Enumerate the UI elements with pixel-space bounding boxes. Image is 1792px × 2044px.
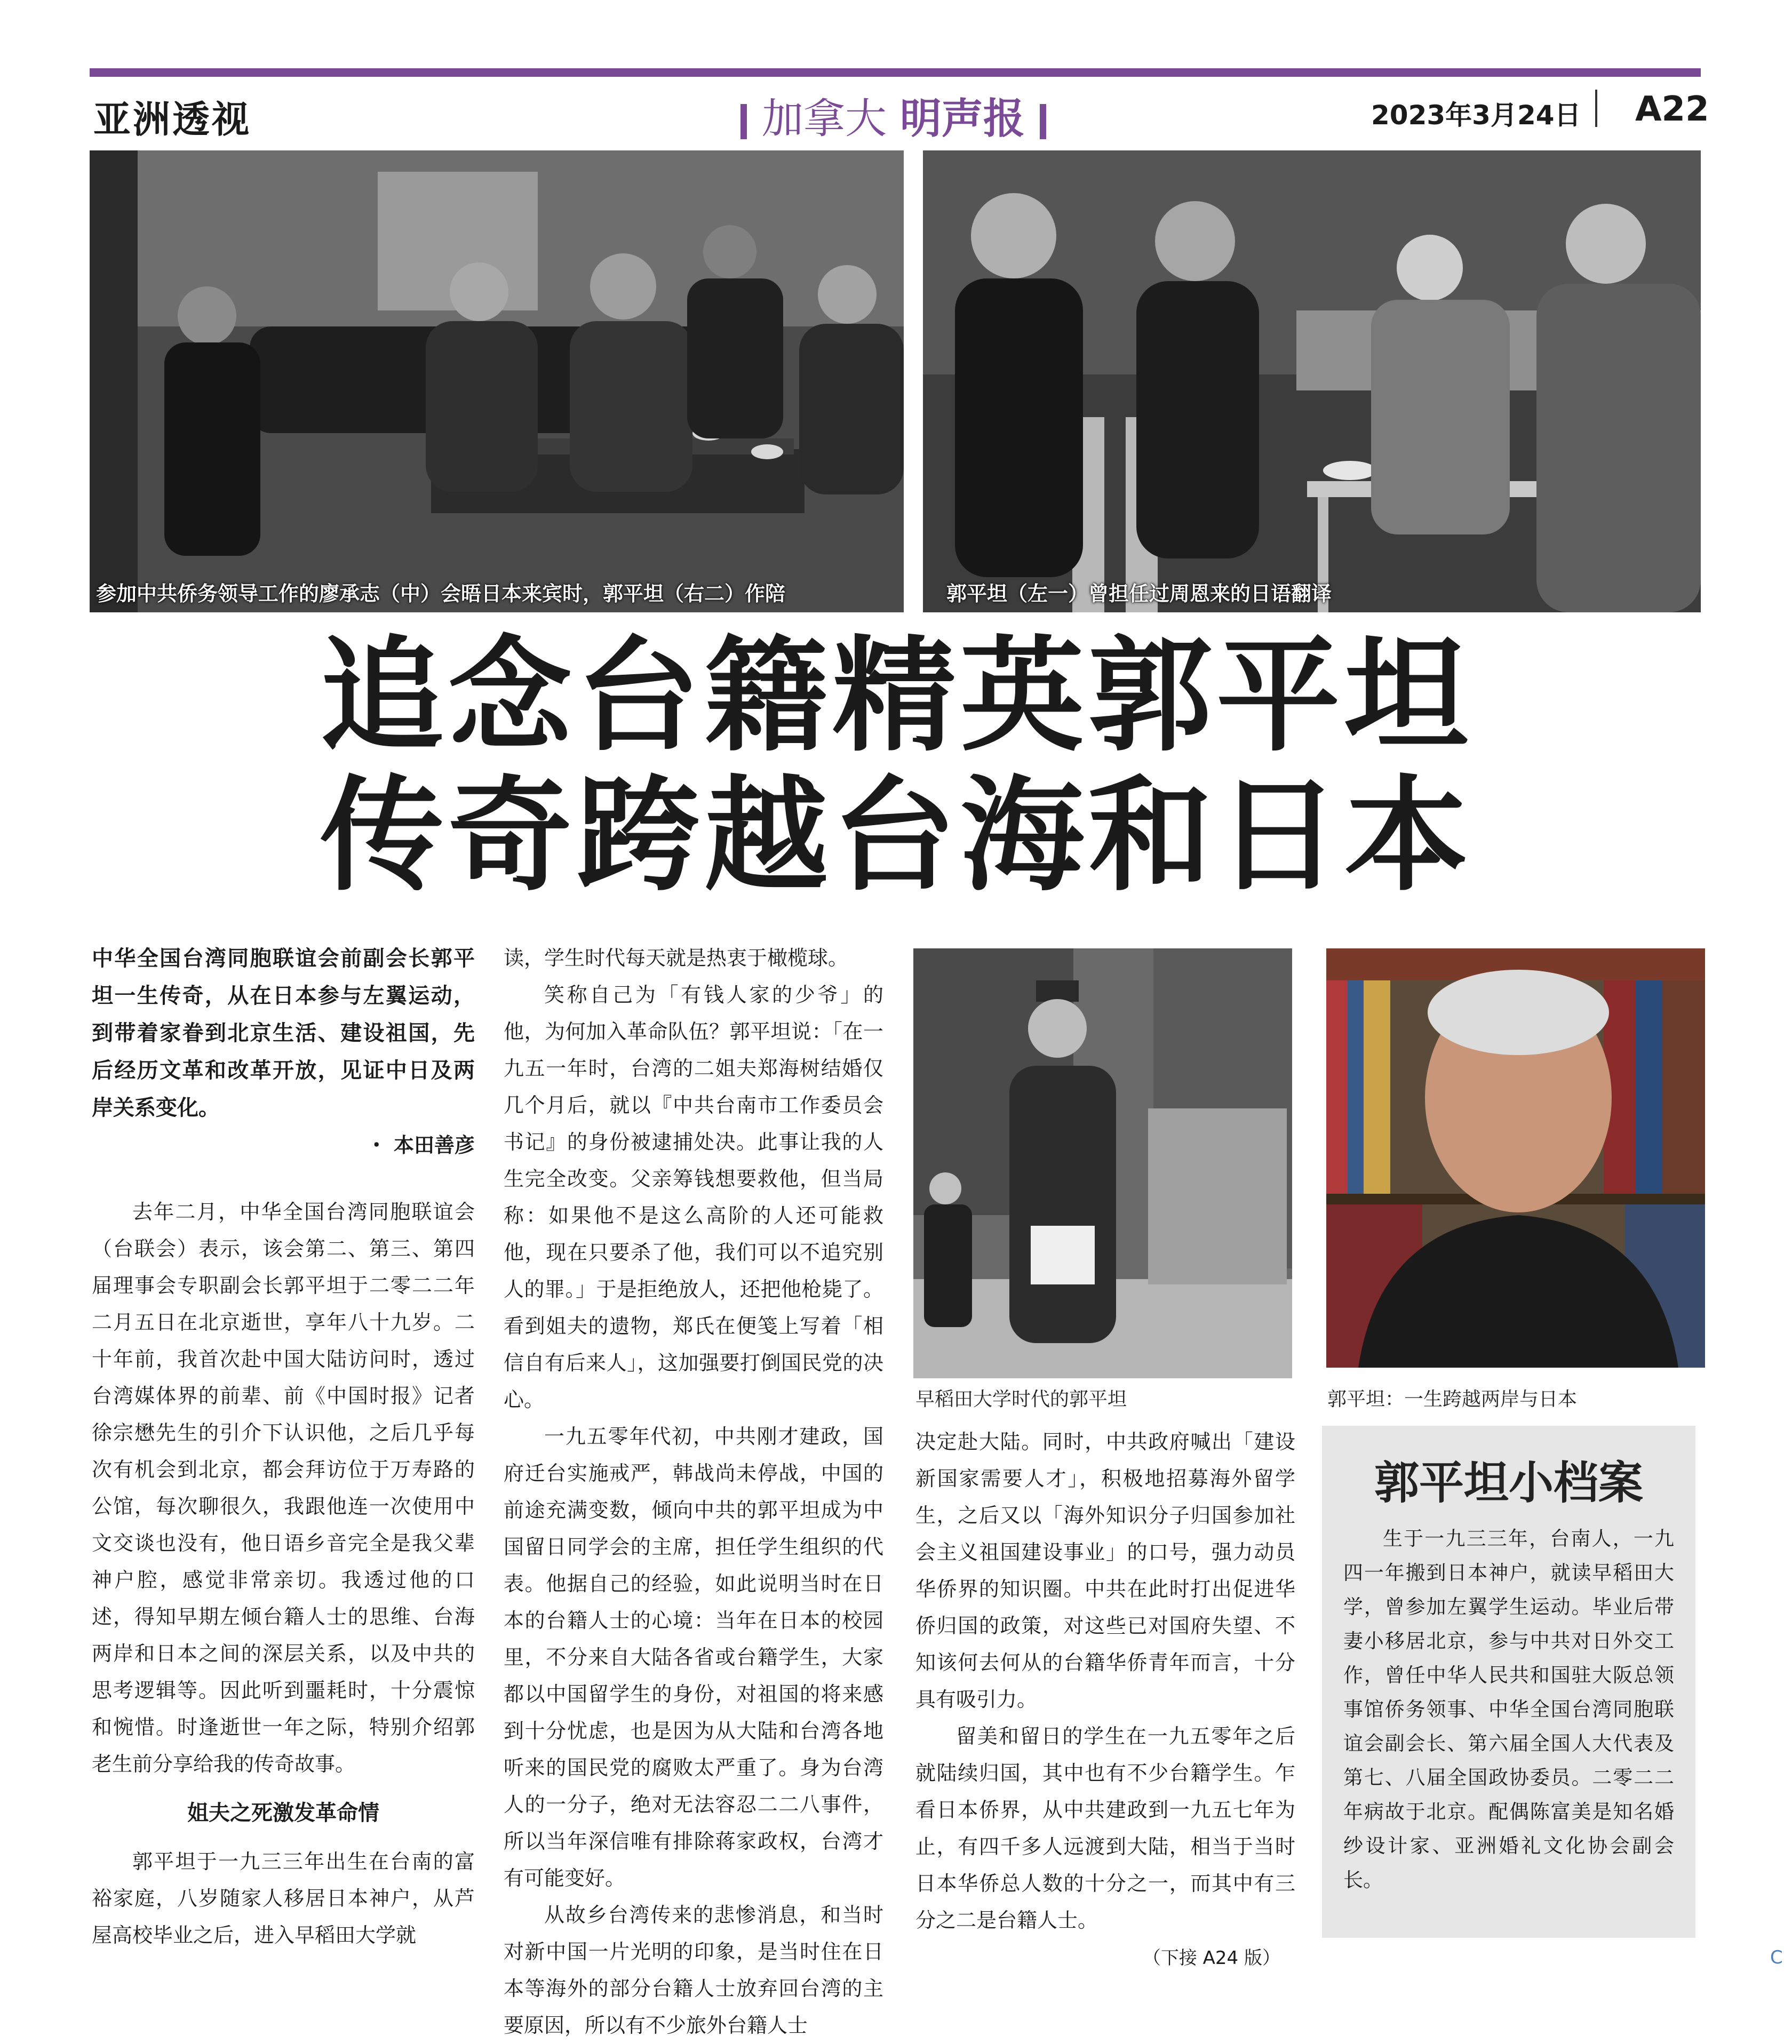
- photo-meeting: [90, 150, 904, 612]
- photo-translator-caption: 郭平坦（左一）曾担任过周恩来的日语翻译: [946, 582, 1332, 605]
- profile-box: [1322, 1426, 1695, 1938]
- article-paragraph: 郭平坦于一九三三年出生在台南的富裕家庭，八岁随家人移居日本神户，从芦屋高校毕业之后，进入早稻田大学就: [92, 1850, 475, 1947]
- article-lead: 中华全国台湾同胞联谊会前副会长郭平坦一生传奇，从在日本参与左翼运动，到带着家眷到北京生活、建设祖国，先后经历文革和改革开放，见证中日及两岸关系变化。: [92, 946, 475, 1120]
- article-paragraph: 笑称自己为「有钱人家的少爷」的他，为何加入革命队伍？郭平坦说：「在一九五一年时，台湾的二姐夫郑海树结婚仅几个月后，就以『中共台南市工作委员会书记』的身份被逮捕处决。此事让我的人生完全改变。父亲筹钱想要救他，但当局称：如果他不是这么高阶的人还可能救他，现在只要杀了他，我们可以不追究别人的罪。」于是拒绝放人，还把他枪毙了。看到姐夫的遗物，郑氏在便笺上写着「相信自有后来人」，这加强要打倒国民党的决心。: [504, 983, 883, 1411]
- profile-box-body: 生于一九三三年，台南人，一九四一年搬到日本神户，就读早稻田大学，曾参加左翼学生运动。毕业后带妻小移居北京，参与中共对日外交工作，曾任中华人民共和国驻大阪总领事馆侨务领事、中华全国台湾同胞联谊会副会长、第六届全国人大代表及第七、八届全国政协委员。二零二二年病故于北京。配偶陈富美是知名婚纱设计家、亚洲婚礼文化协会副会长。: [1343, 1527, 1674, 1891]
- masthead: [726, 85, 1078, 143]
- headline-line-2: 传奇跨越台海和日本: [320, 762, 1472, 908]
- photo-waseda-caption: 早稻田大学时代的郭平坦: [915, 1388, 1127, 1410]
- masthead-bar-left: [740, 104, 747, 139]
- article-paragraph: 一九五零年代初，中共刚才建政，国府迁台实施戒严，韩战尚未停战，中国的前途充满变数，倾向中共的郭平坦成为中国留日同学会的主席，担任学生组织的代表。他据自己的经验，如此说明当时在日本的台籍人士的心境：当年在日本的校园里，不分来自大陆各省或台籍学生，大家都以中国留学生的身份，对祖国的将来感到十分忧虑，也是因为从大陆和台湾各地听来的国民党的腐败太严重了。身为台湾人的一分子，绝对无法容忍二二八事件，所以当年深信唯有排除蒋家政权，台湾才有可能变好。: [504, 1425, 883, 1890]
- header-rule: [90, 68, 1701, 77]
- headline-line-1: 追念台籍精英郭平坦: [320, 622, 1472, 768]
- article-paragraph-continued: 决定赴大陆。同时，中共政府喊出「建设新国家需要人才」，积极地招募海外留学生，之后又以「海外知识分子归国参加社会主义祖国建设事业」的口号，强力动员华侨界的知识圈。中共在此时打出促进华侨归国的政策，对这些已对国府失望、不知该何去何从的台籍华侨青年而言，十分具有吸引力。: [915, 1430, 1295, 1711]
- article-paragraph: 留美和留日的学生在一九五零年之后就陆续归国，其中也有不少台籍学生。乍看日本侨界，从中共建政到一九五七年为止，有四千多人远渡到大陆，相当于当时日本华侨总人数的十分之一，而其中有三分之二是台籍人士。: [915, 1724, 1295, 1932]
- profile-box-title: 郭平坦小档案: [1374, 1456, 1643, 1509]
- corner-mark: C: [1770, 1947, 1783, 1968]
- article-column-2: [504, 940, 883, 2044]
- masthead-bar-right: [1040, 104, 1046, 139]
- article-paragraph: 去年二月，中华全国台湾同胞联谊会（台联会）表示，该会第二、第三、第四届理事会专职副会长郭平坦于二零二二年二月五日在北京逝世，享年八十九岁。二十年前，我首次赴中国大陆访问时，透过台湾媒体界的前辈、前《中国时报》记者徐宗懋先生的引介下认识他，之后几乎每次有机会到北京，都会拜访位于万寿路的公馆，每次聊很久，我跟他连一次使用中文交谈也没有，他日语乡音完全是我父辈神户腔，感觉非常亲切。我透过他的口述，得知早期左倾台籍人士的思维、台海两岸和日本之间的深层关系，以及中共的思考逻辑等。因此听到噩耗时，十分震惊和惋惜。时逢逝世一年之际，特别介绍郭老生前分享给我的传奇故事。: [92, 1200, 475, 1776]
- article-paragraph-continued: 读，学生时代每天就是热衷于橄榄球。: [504, 946, 849, 970]
- article-paragraph: 从故乡台湾传来的悲惨消息，和当时对新中国一片光明的印象，是当时住在日本等海外的部分台籍人士放弃回台湾的主要原因，所以有不少旅外台籍人士: [504, 1903, 883, 2037]
- photo-portrait: [1326, 948, 1705, 1368]
- section-title: 亚洲透视: [93, 97, 251, 141]
- photo-portrait-caption: 郭平坦：一生跨越两岸与日本: [1327, 1388, 1578, 1410]
- continued-note: （下接 A24 版）: [1142, 1947, 1280, 1969]
- page-number: A22: [1635, 90, 1709, 129]
- masthead-prefix: 加拿大: [762, 95, 887, 143]
- article-column-3: [915, 1424, 1295, 1977]
- header-divider: [1595, 90, 1597, 127]
- photo-waseda: [913, 948, 1292, 1378]
- photo-meeting-caption: 参加中共侨务领导工作的廖承志（中）会晤日本来宾时，郭平坦（右二）作陪: [96, 582, 786, 605]
- article-subhead: 姐夫之死激发革命情: [187, 1801, 379, 1825]
- article-column-1: [92, 940, 475, 1954]
- issue-date: 2023年3月24日: [1371, 100, 1581, 131]
- article-byline: ・ 本田善彦: [366, 1133, 475, 1157]
- masthead-brand: 明声报: [899, 95, 1025, 143]
- photo-translator: [923, 150, 1701, 612]
